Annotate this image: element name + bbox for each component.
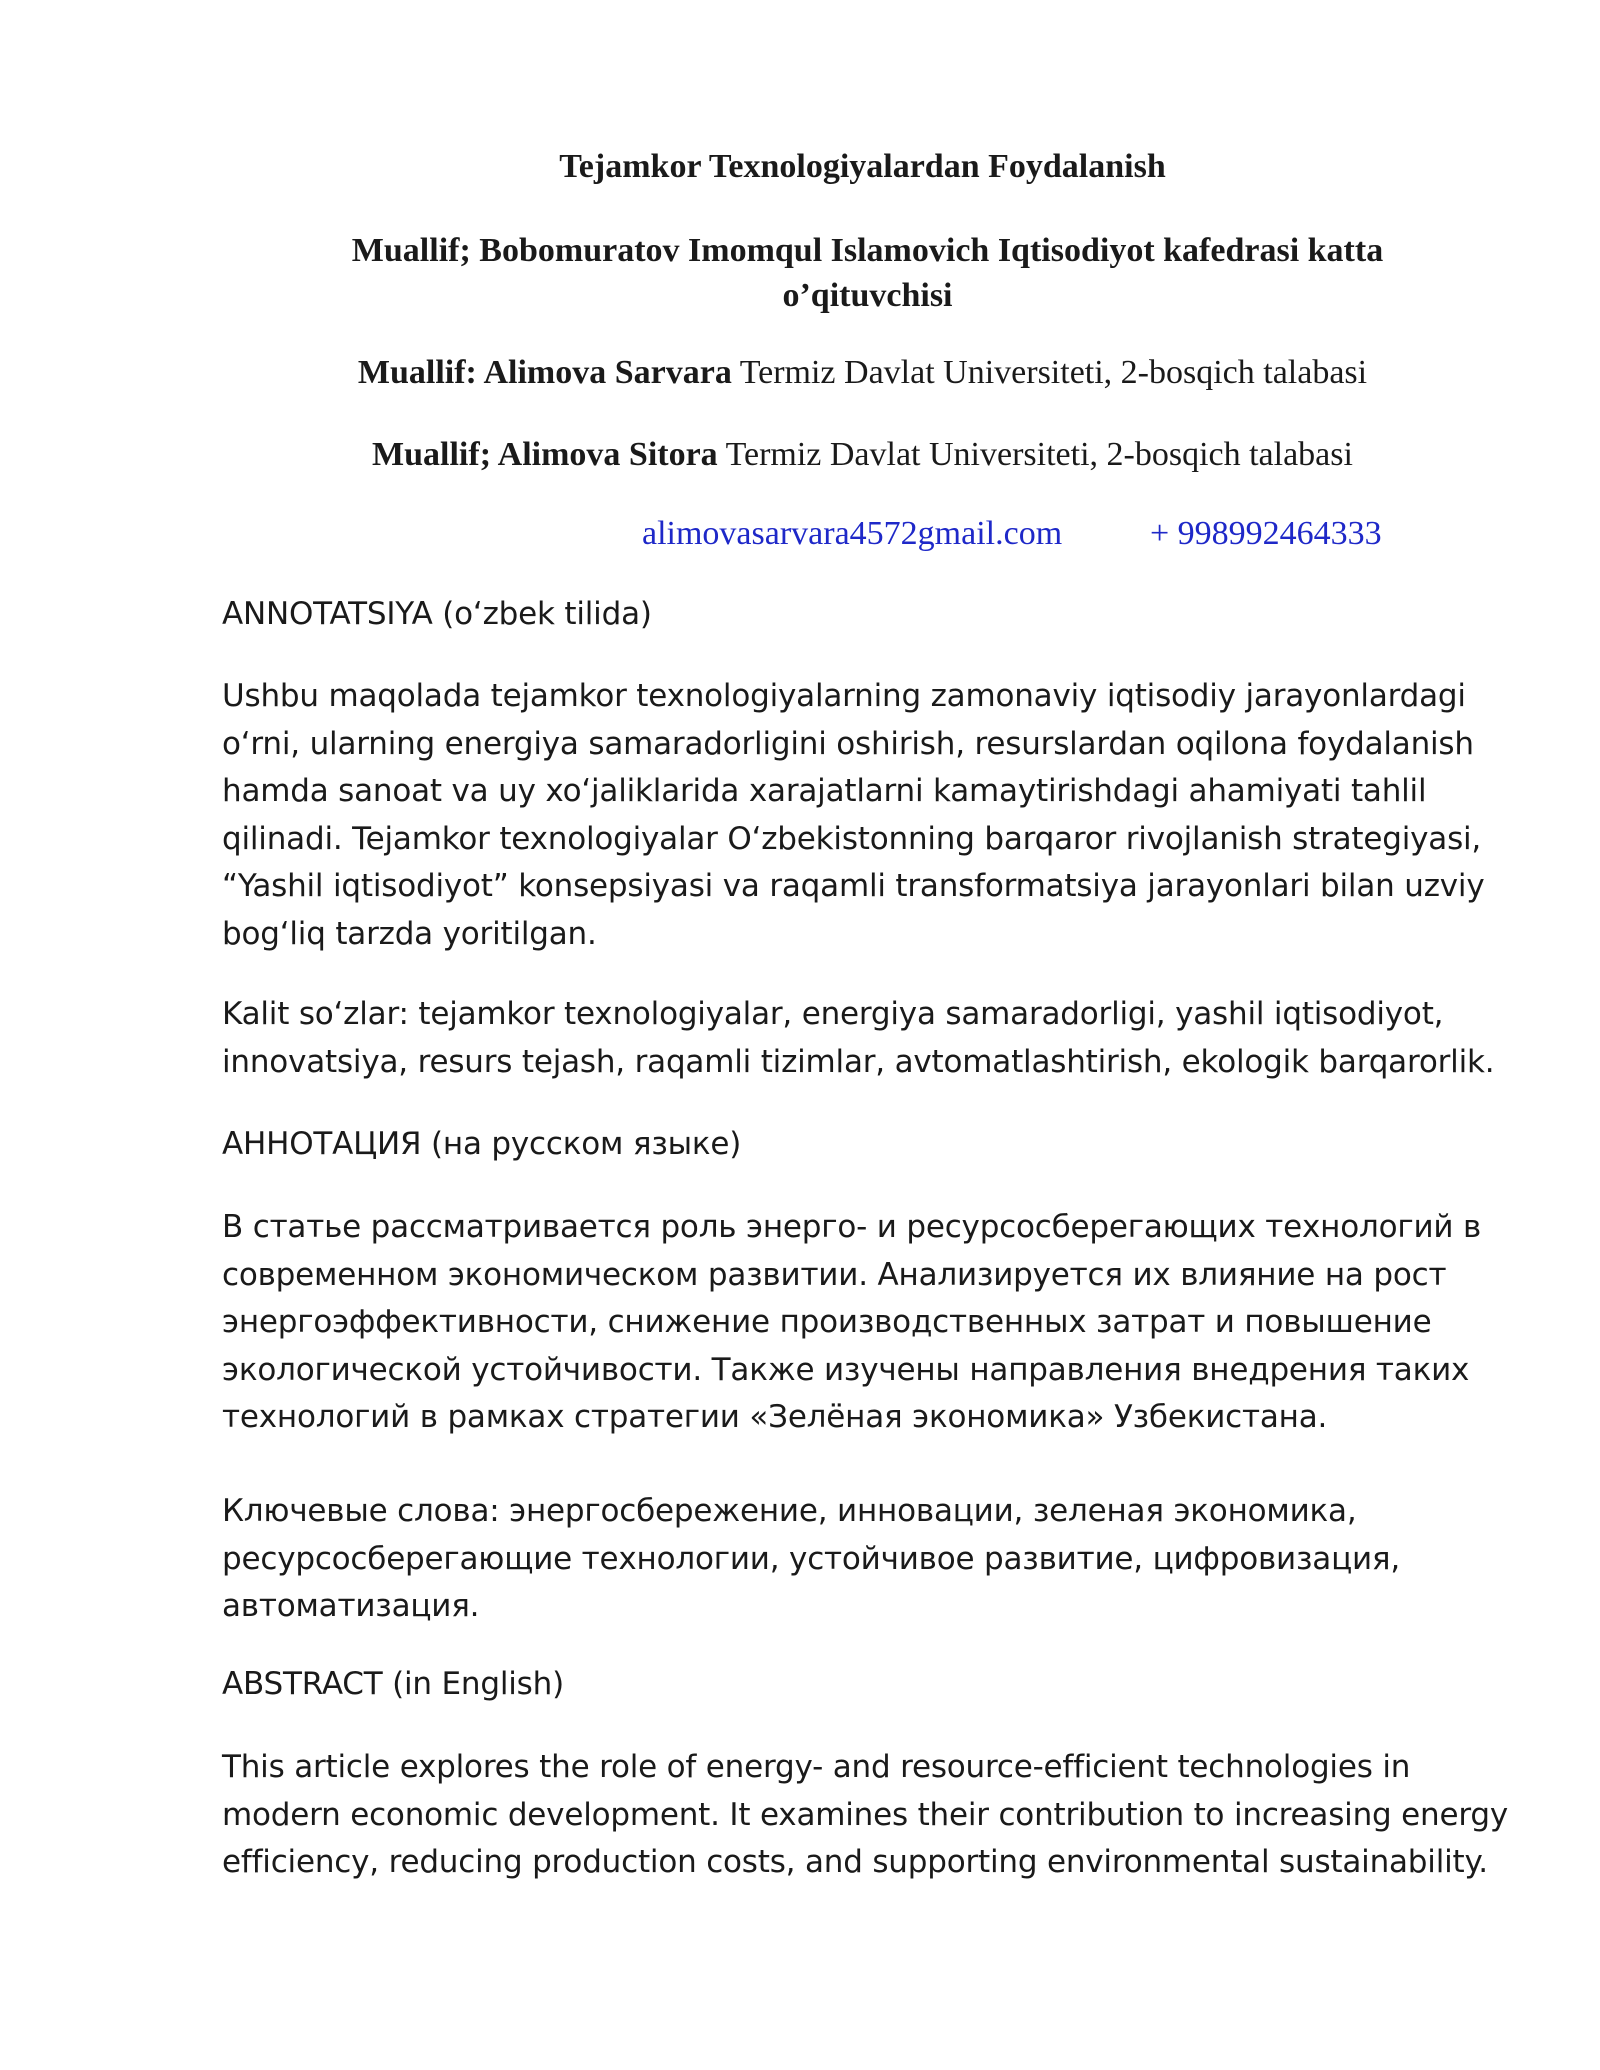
paragraph-line: ресурсосберегающие технологии, устойчивое развитие, цифровизация,	[222, 1540, 1401, 1577]
paragraph-line: This article explores the role of energy- and resource-efficient technologies in	[222, 1749, 1411, 1785]
author-3-affiliation: Termiz Davlat Universiteti, 2-bosqich talabasi	[725, 436, 1353, 473]
author-2-name: Muallif: Alimova Sarvara	[357, 354, 732, 391]
paragraph-line: В статье рассматривается роль энерго- и ресурсосберегающих технологий в	[222, 1209, 1482, 1245]
paragraph-line: oʻrni, ularning energiya samaradorligini oshirish, resurslardan oqilona foydalanish	[222, 725, 1474, 762]
author-3-name: Muallif; Alimova Sitora	[372, 436, 718, 473]
paragraph-line: bogʻliq tarzda yoritilgan.	[222, 915, 597, 952]
author-1: Muallif; Bobomuratov Imomqul Islamovich Iqtisodiyot kafedrasi katta o’qituvchisi	[351, 232, 1384, 314]
paragraph-line: Kalit soʻzlar: tejamkor texnologiyalar, energiya samaradorligi, yashil iqtisodiyot,	[222, 996, 1444, 1032]
contact-email: alimovasarvara4572gmail.com	[642, 515, 1063, 552]
uz-abstract	[222, 673, 1485, 958]
paragraph-line: энергоэффективности, снижение производственных затрат и повышение	[222, 1304, 1432, 1340]
paragraph-line: Ключевые слова: энергосбережение, инновации, зеленая экономика,	[222, 1493, 1357, 1529]
paragraph-line: Ushbu maqolada tejamkor texnologiyalarning zamonaviy iqtisodiy jarayonlardagi	[222, 678, 1466, 714]
paragraph-line: современном экономическом развитии. Анализируется их влияние на рост	[222, 1256, 1447, 1293]
paragraph-line: “Yashil iqtisodiyot” konsepsiyasi va raqamli transformatsiya jarayonlari bilan uzviy	[222, 868, 1485, 904]
paragraph-line: modern economic development. It examines their contribution to increasing energy	[222, 1796, 1508, 1833]
paragraph-line: qilinadi. Tejamkor texnologiyalar Oʻzbekistonning barqaror rivojlanish strategiyasi,	[222, 820, 1482, 857]
ru-keywords	[222, 1488, 1482, 1631]
author-2	[0, 354, 1600, 392]
uz-heading: ANNOTATSIYA (oʻzbek tilida)	[222, 596, 652, 632]
ru-abstract	[222, 1204, 1482, 1442]
uz-keywords	[222, 991, 1495, 1086]
en-heading: ABSTRACT (in English)	[222, 1666, 564, 1702]
paragraph-line: технологий в рамках стратегии «Зелёная экономика» Узбекистана.	[222, 1399, 1328, 1435]
ru-heading: АННОТАЦИЯ (на русском языке)	[222, 1126, 742, 1162]
contact-phone: + 998992464333	[1150, 515, 1382, 552]
en-abstract	[222, 1744, 1508, 1887]
paragraph-line: автоматизация.	[222, 1588, 480, 1624]
paragraph-line: экологической устойчивости. Также изучены направления внедрения таких	[222, 1351, 1470, 1388]
author-3	[0, 436, 1600, 474]
document-title: Tejamkor Texnologiyalardan Foydalanish	[559, 148, 1166, 185]
paragraph-line: efficiency, reducing production costs, and supporting environmental sustainability.	[222, 1844, 1488, 1880]
paragraph-line: hamda sanoat va uy xoʻjaliklarida xarajatlarni kamaytirishdagi ahamiyati tahlil	[222, 773, 1427, 809]
paragraph-line: innovatsiya, resurs tejash, raqamli tizimlar, avtomatlashtirish, ekologik barqarorlik.	[222, 1043, 1495, 1080]
author-2-affiliation: Termiz Davlat Universiteti, 2-bosqich talabasi	[739, 354, 1368, 391]
